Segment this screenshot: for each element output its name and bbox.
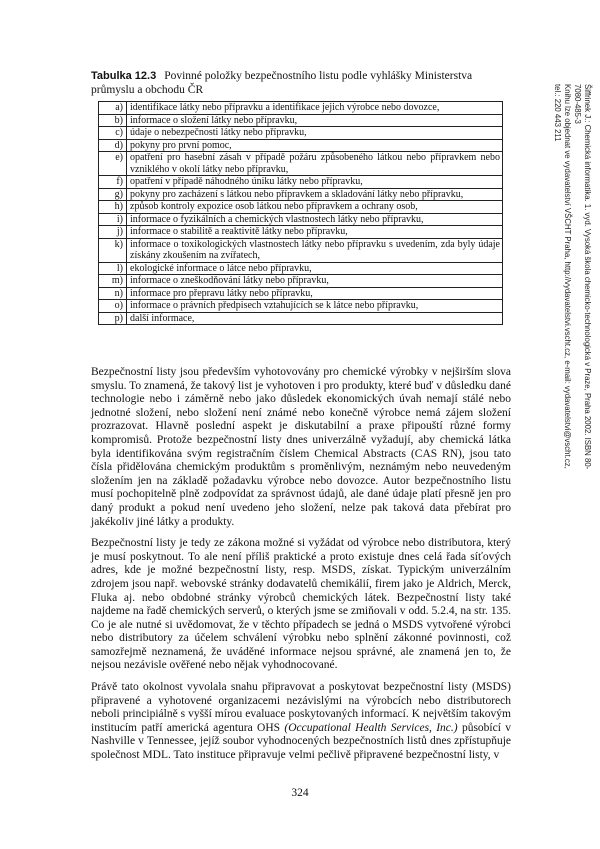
item-letter: c) — [99, 127, 127, 140]
body-text — [91, 366, 511, 771]
table-row — [99, 287, 503, 300]
table-row — [99, 152, 503, 176]
table-row — [99, 201, 503, 214]
item-letter: d) — [99, 139, 127, 152]
item-letter: b) — [99, 114, 127, 127]
paragraph-2: Bezpečnostní listy je tedy ze zákona možné si vyžádat od výrobce nebo distributora, který je musí poskytnout. To ale není příliš praktické a proto existuje dnes celá řada síťových adres, kde je možné bezpečnostní listy, resp. MSDS, získat. Typickým univerzálním zdrojem jsou např. webovské stránky dodavatelů chemikálií, firem jako je Aldrich, Merck, Fluka aj. nebo obdobné stránky výrobců chemických látek. Bezpečnostní listy také najdeme na řadě chemických serverů, o kterých jsme se zmiňovali v odd. 5.2.4, na str. 135. Co je ale nutné si uvědomovat, že v těchto případech se jedná o MSDS vytvořené výrobci nebo distributory za účelem schválení výrobku nebo splnění zákonné povinnosti, což samozřejmě neznamená, že uváděné informace nejsou správné, ale znamená jen to, že nejsou nezávisle ověřené nebo nějak vyhodnocované. — [91, 537, 511, 672]
order-info-line: Knihu lze objednat ve vydavatelství VŠCHT Praha, http://vydavatelstvi.vscht.cz, e-mail: vydavatelstvi@vscht.cz, tel.: 220 443 211 — [553, 84, 572, 469]
item-text: pokyny pro první pomoc, — [127, 139, 503, 152]
item-letter: f) — [99, 176, 127, 189]
table-caption — [91, 69, 511, 97]
table-row — [99, 262, 503, 275]
item-letter: l) — [99, 262, 127, 275]
paragraph-3: Právě tato okolnost vyvolala snahu připravovat a poskytovat bezpečnostní listy (MSDS) připravené a vyhotovené organizacemi nezávislými na výrobcích nebo distributorech neboli principiálně s vyšší mírou evaluace poskytovaných informací. K největším takovým institucím patří americká agentura OHS (Occupational Health Services, Inc.) působící v Nashville v Tennessee, jejíž soubor vyhodnocených bezpečnostních listů dnes zpřístupňuje společnost MDL. Tato instituce připravuje velmi pečlivě připravené bezpečnostní listy, v — [91, 681, 511, 762]
item-letter: i) — [99, 213, 127, 226]
item-text: informace o toxikologických vlastnostech látky nebo přípravku s uvedením, zda byly údaje získány zkoušením na zvířatech, — [127, 238, 503, 262]
table-row — [99, 139, 503, 152]
table-row — [99, 127, 503, 140]
organization-name: (Occupational Health Services, Inc.) — [284, 721, 458, 734]
item-letter: e) — [99, 152, 127, 176]
item-text: informace pro přepravu látky nebo přípravku, — [127, 287, 503, 300]
item-text: pokyny pro zacházení s látkou nebo přípravkem a skladování látky nebo přípravku, — [127, 188, 503, 201]
item-letter: h) — [99, 201, 127, 214]
item-letter: n) — [99, 287, 127, 300]
table-caption-text: Povinné položky bezpečnostního listu podle vyhlášky Ministerstva průmyslu a obchodu ČR — [91, 70, 473, 96]
item-text: informace o zneškodňování látky nebo přípravku, — [127, 275, 503, 288]
item-letter: g) — [99, 188, 127, 201]
item-text: informace o právních předpisech vztahujících se k látce nebo přípravku, — [127, 300, 503, 313]
item-letter: k) — [99, 238, 127, 262]
item-text: identifikace látky nebo přípravku a identifikace jejich výrobce nebo dovozce, — [127, 102, 503, 115]
item-letter: m) — [99, 275, 127, 288]
table-row — [99, 312, 503, 325]
item-text: opatření v případě náhodného úniku látky nebo přípravku, — [127, 176, 503, 189]
table-row — [99, 300, 503, 313]
table-row — [99, 114, 503, 127]
item-letter: p) — [99, 312, 127, 325]
table-row — [99, 238, 503, 262]
table-row — [99, 275, 503, 288]
side-citation — [552, 84, 592, 474]
item-text: informace o fyzikálních a chemických vlastnostech látky nebo přípravku, — [127, 213, 503, 226]
item-text: údaje o nebezpečnosti látky nebo přípravku, — [127, 127, 503, 140]
table-number: Tabulka 12.3 — [91, 70, 157, 82]
table-row — [99, 102, 503, 115]
item-text: další informace, — [127, 312, 503, 325]
item-text: informace o stabilitě a reaktivitě látky nebo přípravku, — [127, 226, 503, 239]
required-items-table — [98, 101, 503, 325]
item-text: informace o složení látky nebo přípravku, — [127, 114, 503, 127]
paragraph-1: Bezpečnostní listy jsou především vyhotovovány pro chemické výrobky v nejširším slova smyslu. To znamená, že takový list je vyhotoven i pro produkty, které buď v důsledku dané technologie nebo i záměrně nebo jako důsledek ekonomických úvah nemají stálé nebo jednotné složení, nebo složení není známé nebo konečně výrobce nemá zájem složení prozrazovat. Hlavně poslední aspekt je diskutabilní a praxe připouští různé formy kompromisů. Protože bezpečnostní listy dnes univerzálně vyžadují, aby chemická látka byla identifikována svým registračním číslem Chemical Abstracts (CAS RN), jsou tato čísla přidělována chemickým produktům s proměnlivým, neznámým nebo neuvedeným složením jen na základě požadavku výrobce nebo dovozce. Autor bezpečnostního listu musí pochopitelně plně zodpovídat za správnost údajů, ale dané údaje platí přesně jen pro daný produkt a pokud není uvedeno jeho složení, nelze pak taková data přebírat pro jakékoliv jiné látky a produkty. — [91, 366, 511, 528]
page-number: 324 — [291, 787, 309, 799]
item-text: způsob kontroly expozice osob látkou nebo přípravkem a ochrany osob, — [127, 201, 503, 214]
table-row — [99, 176, 503, 189]
citation-line: Šiffrinek J.: Chemická informatika. 1. vyd. Vysoká škola chemicko-technologická v Praze, Praha 2002. ISBN 80-7080-485-3 — [573, 84, 592, 470]
table-row — [99, 213, 503, 226]
table-row — [99, 226, 503, 239]
item-letter: j) — [99, 226, 127, 239]
item-text: opatření pro hasební zásah v případě požáru způsobeného látkou nebo přípravkem nebo vzniklého v okolí látky nebo přípravku, — [127, 152, 503, 176]
item-letter: o) — [99, 300, 127, 313]
table-row — [99, 188, 503, 201]
item-letter: a) — [99, 102, 127, 115]
item-text: ekologické informace o látce nebo přípravku, — [127, 262, 503, 275]
